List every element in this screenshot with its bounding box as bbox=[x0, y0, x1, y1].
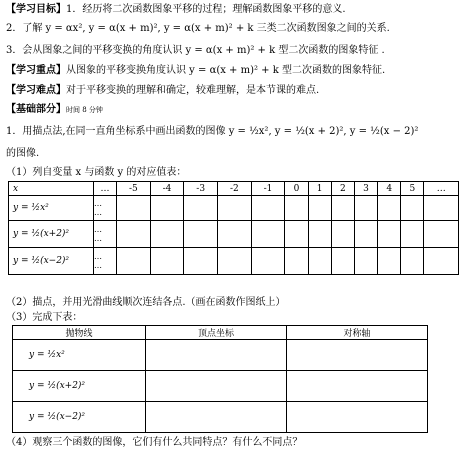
value-cell[interactable] bbox=[218, 196, 252, 221]
value-cell[interactable] bbox=[308, 248, 331, 275]
value-cell[interactable] bbox=[331, 221, 354, 248]
value-table-row bbox=[9, 248, 459, 275]
x-value: -5 bbox=[117, 182, 151, 196]
value-table bbox=[8, 181, 459, 275]
x-value: -2 bbox=[218, 182, 252, 196]
value-cell[interactable] bbox=[331, 248, 354, 275]
value-cell[interactable] bbox=[184, 221, 218, 248]
vertex-table-row bbox=[13, 402, 428, 433]
x-label: x bbox=[9, 182, 94, 196]
key-line bbox=[6, 64, 385, 77]
value-cell[interactable] bbox=[308, 196, 331, 221]
value-cell[interactable] bbox=[401, 248, 424, 275]
value-cell[interactable] bbox=[184, 248, 218, 275]
value-cell[interactable] bbox=[184, 196, 218, 221]
key-text: 从图象的平移变换角度认识 y = α(x + m)² + k 型二次函数的图象特征. bbox=[66, 65, 386, 76]
axis-cell[interactable] bbox=[287, 340, 428, 371]
value-cell[interactable] bbox=[331, 196, 354, 221]
value-cell[interactable] bbox=[354, 221, 377, 248]
function-label: y = ½x² bbox=[9, 196, 94, 221]
difficulty-text: 对于平移变换的理解和确定，较难理解，是本节课的难点. bbox=[66, 85, 320, 96]
x-value: 1 bbox=[308, 182, 331, 196]
value-cell[interactable] bbox=[401, 196, 424, 221]
function-label: y = ½(x−2)² bbox=[9, 248, 94, 275]
basic-label: 【基础部分】 bbox=[6, 104, 66, 115]
parabola-label: y = ½x² bbox=[13, 340, 146, 371]
value-cell[interactable] bbox=[150, 248, 184, 275]
value-cell[interactable] bbox=[117, 196, 151, 221]
value-cell[interactable] bbox=[378, 248, 401, 275]
leading-ellipsis: … … bbox=[94, 248, 117, 275]
step-2: （2）描点，并用光滑曲线顺次连结各点.（画在函数作图纸上） bbox=[6, 297, 286, 308]
x-value: … bbox=[94, 182, 117, 196]
goal-item-2: 2．了解 y = αx², y = α(x + m)², y = α(x + m)² + k 三类二次函数图象之间的关系. bbox=[6, 23, 390, 34]
x-value: 2 bbox=[331, 182, 354, 196]
vertex-table bbox=[12, 325, 428, 433]
x-value: 4 bbox=[378, 182, 401, 196]
vertex-cell[interactable] bbox=[146, 371, 287, 402]
value-cell[interactable] bbox=[378, 221, 401, 248]
goal-label: 【学习目标】 bbox=[6, 4, 66, 15]
value-cell[interactable] bbox=[218, 221, 252, 248]
vertex-table-header bbox=[13, 326, 428, 340]
goal-line-1 bbox=[6, 3, 346, 16]
vertex-table-row bbox=[13, 371, 428, 402]
step-4: （4）观察三个函数的图像，它们有什么共同特点？有什么不同点？ bbox=[6, 437, 303, 448]
basic-line bbox=[6, 103, 103, 117]
value-cell[interactable] bbox=[218, 248, 252, 275]
value-cell[interactable] bbox=[424, 196, 459, 221]
value-cell[interactable] bbox=[150, 196, 184, 221]
question-1-end: 的图像. bbox=[6, 148, 40, 159]
header-vertex: 顶点坐标 bbox=[146, 326, 287, 340]
value-table-x-row bbox=[9, 182, 459, 196]
value-table-row bbox=[9, 221, 459, 248]
leading-ellipsis: … … bbox=[94, 221, 117, 248]
question-1: 1．用描点法,在同一直角坐标系中画出函数的图像 y = ½x², y = ½(x + 2)², y = ½(x − 2)² bbox=[6, 126, 419, 137]
leading-ellipsis: … … bbox=[94, 196, 117, 221]
value-cell[interactable] bbox=[424, 221, 459, 248]
x-value: -1 bbox=[251, 182, 285, 196]
value-cell[interactable] bbox=[285, 221, 308, 248]
x-value: -3 bbox=[184, 182, 218, 196]
value-cell[interactable] bbox=[251, 221, 285, 248]
key-label: 【学习重点】 bbox=[6, 65, 66, 76]
axis-cell[interactable] bbox=[287, 402, 428, 433]
x-value: … bbox=[424, 182, 459, 196]
vertex-table-row bbox=[13, 340, 428, 371]
x-value: 5 bbox=[401, 182, 424, 196]
header-axis: 对称轴 bbox=[287, 326, 428, 340]
axis-cell[interactable] bbox=[287, 371, 428, 402]
goal-item-1: 1．经历将二次函数图象平移的过程；理解函数图象平移的意义. bbox=[66, 4, 346, 15]
value-cell[interactable] bbox=[150, 221, 184, 248]
value-cell[interactable] bbox=[308, 221, 331, 248]
parabola-label: y = ½(x−2)² bbox=[13, 402, 146, 433]
value-cell[interactable] bbox=[401, 221, 424, 248]
parabola-label: y = ½(x+2)² bbox=[13, 371, 146, 402]
value-cell[interactable] bbox=[285, 196, 308, 221]
x-value: 0 bbox=[285, 182, 308, 196]
value-cell[interactable] bbox=[354, 248, 377, 275]
value-cell[interactable] bbox=[117, 248, 151, 275]
value-cell[interactable] bbox=[251, 248, 285, 275]
difficulty-label: 【学习难点】 bbox=[6, 85, 66, 96]
value-cell[interactable] bbox=[424, 248, 459, 275]
vertex-cell[interactable] bbox=[146, 340, 287, 371]
value-cell[interactable] bbox=[251, 196, 285, 221]
vertex-cell[interactable] bbox=[146, 402, 287, 433]
basic-time: 时间 8 分钟 bbox=[66, 106, 103, 114]
value-cell[interactable] bbox=[285, 248, 308, 275]
difficulty-line bbox=[6, 84, 319, 97]
goal-item-3: 3．会从图象之间的平移变换的角度认识 y = α(x + m)² + k 型二次函数的图象特征 . bbox=[6, 45, 385, 56]
value-cell[interactable] bbox=[354, 196, 377, 221]
header-parabola: 抛物线 bbox=[13, 326, 146, 340]
value-cell[interactable] bbox=[117, 221, 151, 248]
value-table-row bbox=[9, 196, 459, 221]
x-value: 3 bbox=[354, 182, 377, 196]
value-cell[interactable] bbox=[378, 196, 401, 221]
x-value: -4 bbox=[150, 182, 184, 196]
step-1: （1）列自变量 x 与函数 y 的对应值表： bbox=[6, 167, 187, 178]
step-3: （3）完成下表： bbox=[6, 312, 83, 323]
function-label: y = ½(x+2)² bbox=[9, 221, 94, 248]
